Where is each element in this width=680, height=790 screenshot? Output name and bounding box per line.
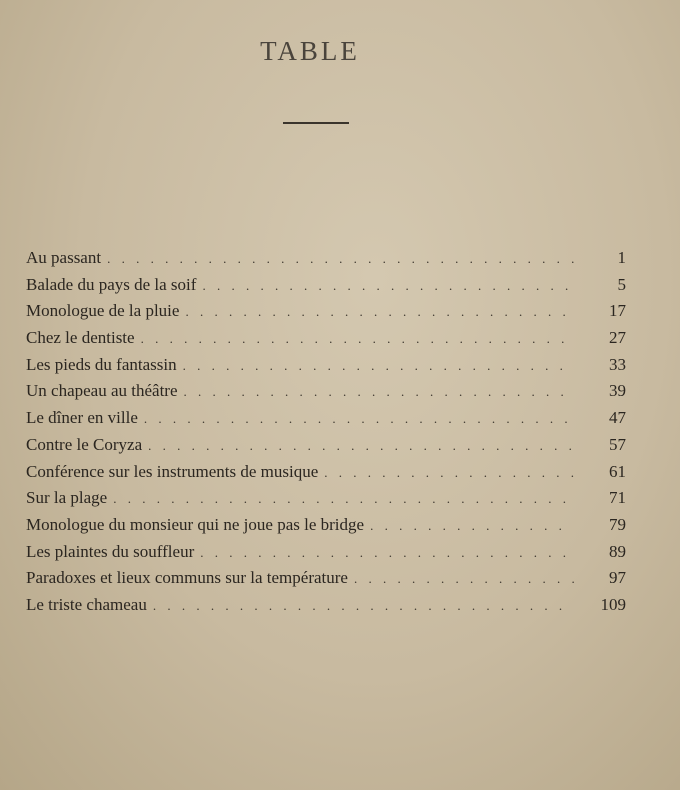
toc-entry-page: 1 (617, 248, 626, 267)
toc-entry-label: Chez le dentiste (26, 328, 135, 348)
toc-entry-label: Monologue de la pluie (26, 301, 180, 321)
toc-entry-page: 71 (609, 488, 626, 508)
toc-entry-page: 17 (609, 301, 626, 321)
toc-entry-label: Les plaintes du souffleur (26, 541, 195, 561)
toc-entry-page: 27 (609, 328, 626, 348)
dot-leader (202, 278, 574, 294)
toc-entry-page: 61 (609, 461, 626, 481)
toc-entry-label: Balade du pays de la soif (26, 274, 197, 294)
toc-entry (26, 462, 626, 489)
dot-leader (200, 545, 574, 561)
toc-entry (26, 328, 626, 355)
dot-leader (153, 598, 574, 614)
toc-entry (26, 301, 626, 328)
toc-entry-label: Sur la plage (26, 488, 108, 508)
toc-entry-page: 79 (609, 514, 626, 534)
title-rule (283, 122, 349, 124)
toc-entry (26, 381, 626, 408)
dot-leader (185, 304, 574, 320)
toc-entry-page: 89 (609, 541, 626, 561)
page-title: TABLE (260, 36, 360, 66)
toc-entry-page: 39 (609, 381, 626, 401)
toc-entry-page: 109 (600, 594, 626, 614)
dot-leader (107, 251, 574, 267)
table-of-contents (26, 248, 626, 622)
toc-entry-page: 57 (609, 434, 626, 454)
toc-entry-label: Les pieds du fantassin (26, 354, 177, 374)
toc-entry-label: Contre le Coryza (26, 434, 143, 454)
dot-leader (148, 438, 574, 454)
toc-entry (26, 248, 626, 275)
dot-leader (141, 331, 574, 347)
toc-entry-label: Le triste chameau (26, 594, 147, 614)
toc-entry-label: Le dîner en ville (26, 408, 138, 428)
dot-leader (324, 465, 574, 481)
toc-entry (26, 435, 626, 462)
toc-entry-label: Paradoxes et lieux communs sur la température (26, 568, 348, 588)
dot-leader (370, 518, 574, 534)
dot-leader (113, 491, 574, 507)
toc-entry (26, 488, 626, 515)
dot-leader (183, 358, 574, 374)
toc-entry-page: 97 (609, 568, 626, 588)
toc-entry-page: 47 (609, 408, 626, 428)
toc-entry (26, 595, 626, 622)
dot-leader (144, 411, 574, 427)
toc-entry (26, 542, 626, 569)
toc-entry (26, 515, 626, 542)
dot-leader (184, 384, 575, 400)
toc-entry (26, 275, 626, 302)
toc-entry-label: Au passant (26, 248, 102, 267)
toc-entry-page: 33 (609, 354, 626, 374)
toc-entry-label: Un chapeau au théâtre (26, 381, 178, 401)
toc-entry-label: Monologue du monsieur qui ne joue pas le bridge (26, 514, 365, 534)
toc-entry (26, 355, 626, 382)
toc-entry (26, 568, 626, 595)
toc-entry-page: 5 (617, 274, 626, 294)
toc-entry (26, 408, 626, 435)
dot-leader (354, 571, 574, 587)
toc-entry-label: Conférence sur les instruments de musique (26, 461, 319, 481)
